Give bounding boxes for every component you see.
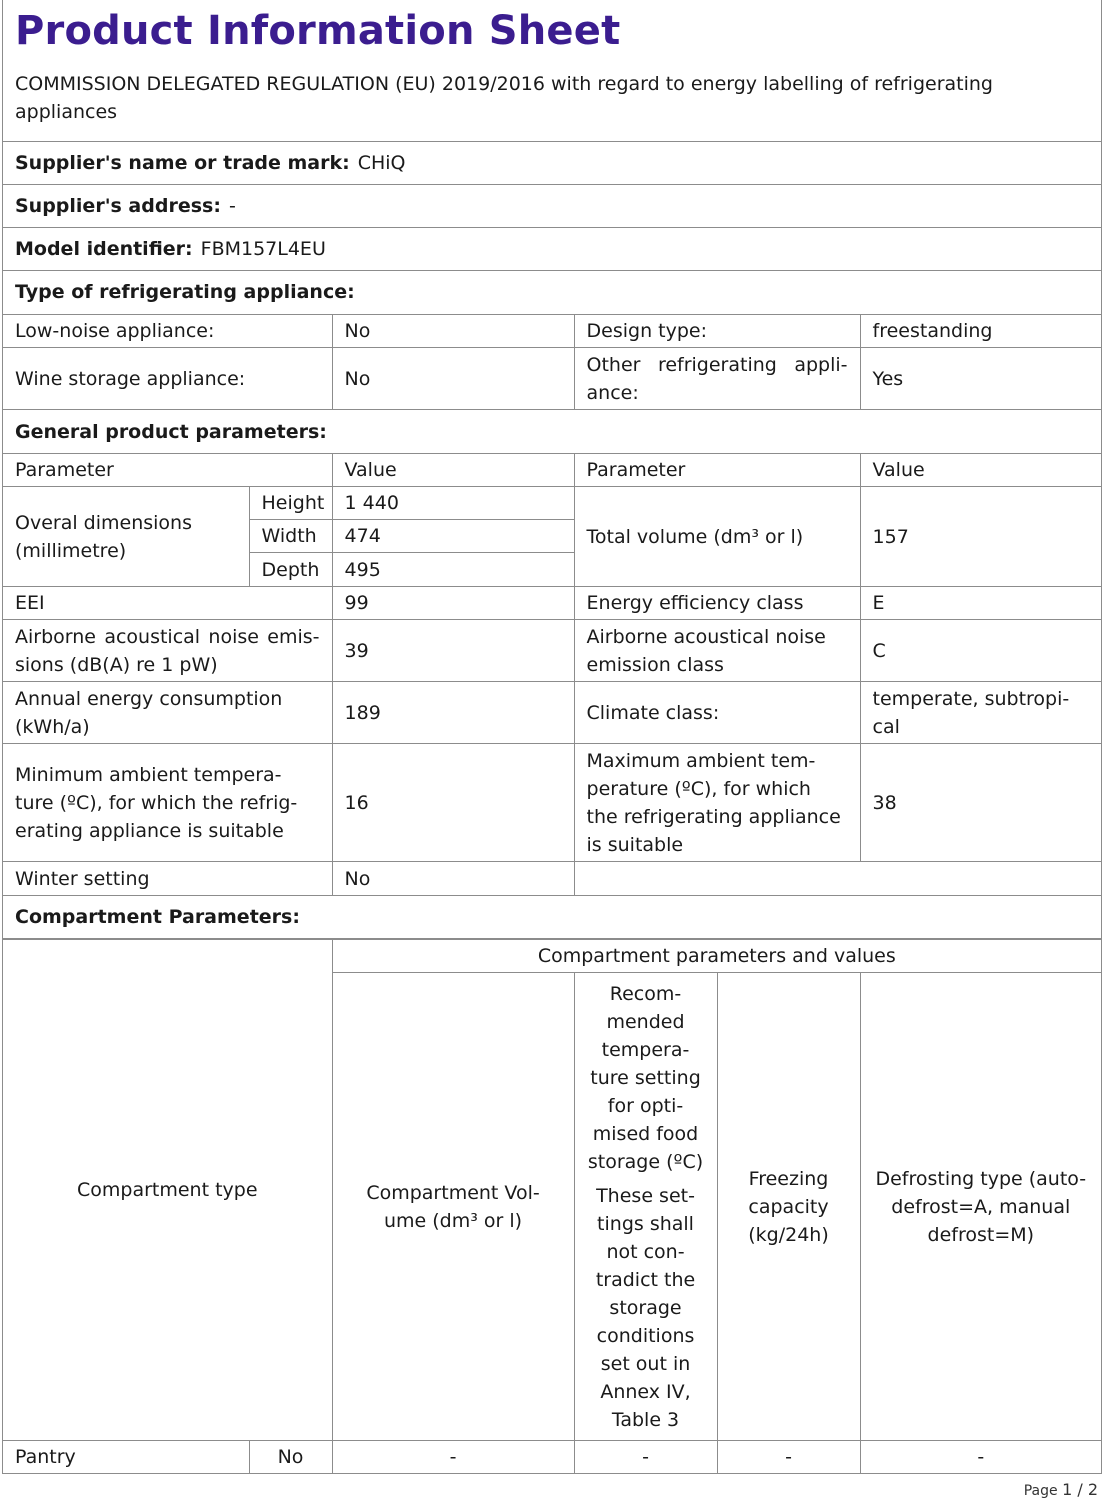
- type-heading-row: [3, 271, 1101, 314]
- param-label: Maximum ambient tem-perature (ºC), for which the refrigerating appliance is suitable: [574, 744, 860, 862]
- param-value: C: [860, 620, 1101, 682]
- param-value: 39: [332, 620, 574, 682]
- model-row: [3, 228, 1101, 271]
- address-row: [3, 185, 1101, 228]
- param-value: 99: [332, 587, 574, 620]
- compartment-defrost: -: [860, 1441, 1101, 1474]
- temperature-header-note: These set-tings shall not con-tradict the storage conditions set out in Annex IV, Table 3: [595, 1184, 696, 1431]
- compartment-name: Pantry: [3, 1441, 249, 1474]
- header-value: Value: [332, 454, 574, 487]
- compartment-table: [3, 939, 1101, 1474]
- defrost-header: Defrosting type (auto-defrost=A, manual defrost=M): [860, 973, 1101, 1441]
- design-type-label: Design type:: [574, 315, 860, 348]
- width-value: 474: [332, 520, 574, 553]
- header-parameter-2: Parameter: [574, 454, 860, 487]
- supplier-label: Supplier's name or trade mark:: [15, 152, 350, 174]
- page-title: Product Information Sheet: [15, 8, 621, 54]
- general-heading: General product parameters:: [3, 410, 1101, 454]
- param-label: Energy efficiency class: [574, 587, 860, 620]
- main-table: [3, 314, 1101, 939]
- temperature-header: [574, 973, 717, 1441]
- other-appliance-value: Yes: [860, 348, 1101, 410]
- supplier-value: CHiQ: [357, 152, 406, 174]
- param-label: Airborne acoustical noise emission class: [574, 620, 860, 682]
- temperature-header-main: Recom-mended tempera-ture setting for opti-mised food storage (ºC): [587, 982, 704, 1173]
- address-value: -: [228, 195, 236, 217]
- winter-setting-value: No: [332, 862, 574, 896]
- freezing-header: Freezing capacity (kg/24h): [717, 973, 860, 1441]
- width-label: Width: [249, 520, 332, 553]
- page-label: Page: [1023, 1483, 1058, 1499]
- header-parameter: Parameter: [3, 454, 332, 487]
- address-label: Supplier's address:: [15, 195, 221, 217]
- header-value-2: Value: [860, 454, 1101, 487]
- table-row: [3, 1441, 1101, 1474]
- empty-cell: [574, 862, 1101, 896]
- supplier-row: [3, 142, 1101, 185]
- height-label: Height: [249, 487, 332, 520]
- regulation-text: COMMISSION DELEGATED REGULATION (EU) 2019/2016 with regard to energy labelling of refrigerating appliances: [3, 64, 1101, 142]
- low-noise-label: Low-noise appliance:: [3, 315, 332, 348]
- total-volume-label: Total volume (dm³ or l): [574, 487, 860, 587]
- param-value: temperate, subtropi-cal: [860, 682, 1101, 744]
- low-noise-value: No: [332, 315, 574, 348]
- winter-setting-label: Winter setting: [3, 862, 332, 896]
- param-label: Minimum ambient tempera-ture (ºC), for which the refrig-erating appliance is suitable: [3, 744, 332, 862]
- param-value: 38: [860, 744, 1101, 862]
- compartment-present: No: [249, 1441, 332, 1474]
- compartment-group-header: Compartment parameters and values: [332, 940, 1101, 973]
- depth-label: Depth: [249, 553, 332, 587]
- wine-storage-label: Wine storage appliance:: [3, 348, 332, 410]
- param-value: E: [860, 587, 1101, 620]
- type-heading: Type of refrigerating appliance:: [15, 281, 355, 303]
- depth-value: 495: [332, 553, 574, 587]
- model-label: Model identifier:: [15, 238, 193, 260]
- total-volume-value: 157: [860, 487, 1101, 587]
- dimensions-label: Overal dimensions (millimetre): [3, 487, 249, 587]
- param-label: EEI: [3, 587, 332, 620]
- param-value: 16: [332, 744, 574, 862]
- compartment-type-header: Compartment type: [3, 940, 332, 1441]
- design-type-value: freestanding: [860, 315, 1101, 348]
- param-label: Climate class:: [574, 682, 860, 744]
- wine-storage-value: No: [332, 348, 574, 410]
- page-footer: [1024, 1480, 1098, 1499]
- height-value: 1 440: [332, 487, 574, 520]
- other-appliance-label: Other refrigerating appli-ance:: [574, 348, 860, 410]
- param-label: Annual energy consumption (kWh/a): [3, 682, 332, 744]
- model-value: FBM157L4EU: [200, 238, 326, 260]
- product-information-sheet: [2, 0, 1102, 1474]
- volume-header: Compartment Vol-ume (dm³ or l): [332, 973, 574, 1441]
- param-value: 189: [332, 682, 574, 744]
- compartment-heading: Compartment Parameters:: [3, 896, 1101, 939]
- page-number: 1 / 2: [1062, 1480, 1098, 1499]
- compartment-volume: -: [332, 1441, 574, 1474]
- param-label: Airborne acoustical noise emis-sions (dB(A) re 1 pW): [3, 620, 332, 682]
- compartment-temperature: -: [574, 1441, 717, 1474]
- compartment-freezing: -: [717, 1441, 860, 1474]
